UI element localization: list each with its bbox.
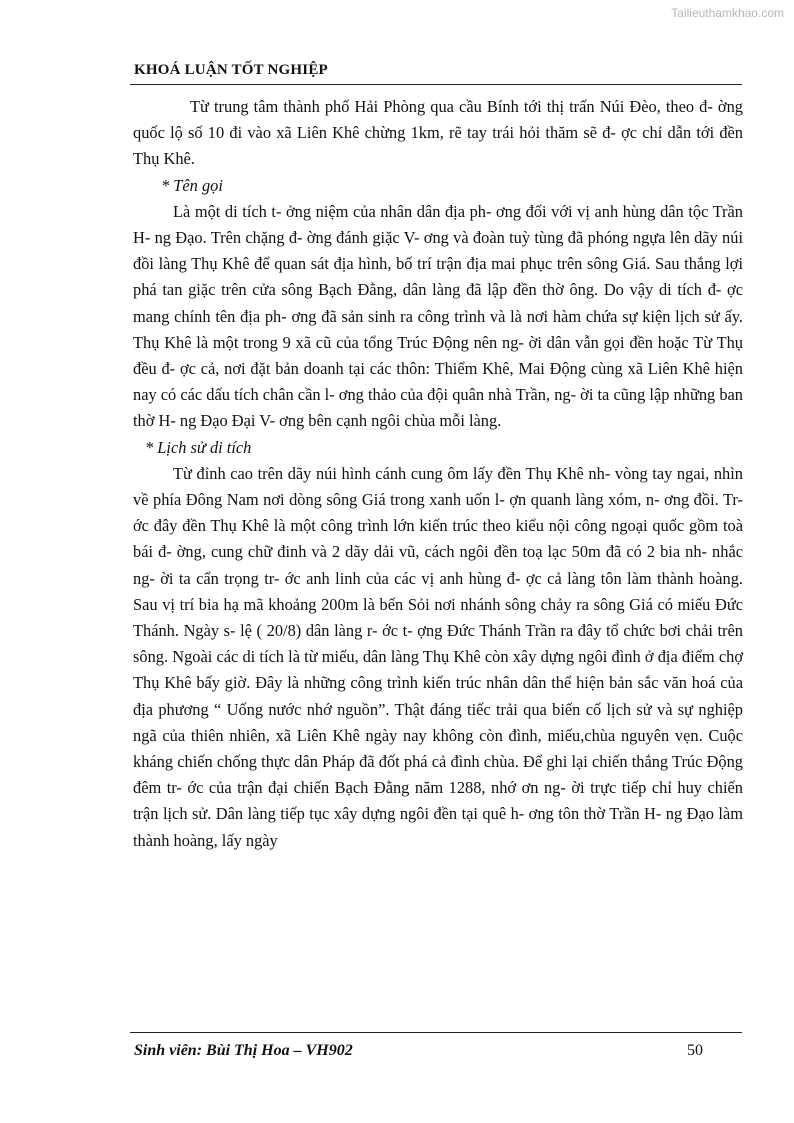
document-body <box>133 94 743 854</box>
section-heading-name: * Tên gọi <box>161 175 223 195</box>
page-header-title: KHOÁ LUẬN TỐT NGHIỆP <box>134 62 328 78</box>
section-heading-history: * Lịch sử di tích <box>145 437 252 457</box>
footer-student: Sinh viên: Bùi Thị Hoa – VH902 <box>134 1042 353 1059</box>
paragraph-history: Từ đỉnh cao trên dãy núi hình cánh cung ôm lấy đền Thụ Khê nh- vòng tay ngai, nhìn về phía Đông Nam nơi dòng sông Giá trong xanh uốn l- ợn quanh làng xóm, n- ơng đồi. Tr- ớc đây đền Thụ Khê là một công trình lớn kiến trúc theo kiểu nội công ngoại quốc gồm toà bái đ- ờng, cung chữ đinh và 2 dãy dải vũ, cách ngôi đền toạ lạc 50m đã có 2 bia nh- nhắc ng- ời ta cẩn trọng tr- ớc anh linh của các vị anh hùng đ- ợc cả làng tôn làm thành hoàng. Sau vị trí bia hạ mã khoảng 200m là bến Sỏi nơi nhánh sông chảy ra sông Giá có miếu Đức Thánh. Ngày s- lệ ( 20/8) dân làng r- ớc t- ợng Đức Thánh Trần ra đây tổ chức bơi chải trên sông. Ngoài các di tích là từ miếu, dân làng Thụ Khê còn xây dựng ngôi đình ở địa điểm chợ Thụ Khê bấy giờ. Đây là những công trình kiến trúc nhân dân thể hiện bản sắc văn hoá của địa phương “ Uống nước nhớ nguồn”. Thật đáng tiếc trải qua biến cố lịch sử và sự nghiệp ngã của thiên nhiên, xã Liên Khê ngày nay không còn đình, miếu,chùa nguyên vẹn. Cuộc kháng chiến chống thực dân Pháp đã đốt phá cả đình chùa. Để ghi lại chiến thắng Trúc Động đêm tr- ớc của trận đại chiến Bạch Đằng năm 1288, nhớ ơn ng- ời trực tiếp chỉ huy chiến trận lịch sử. Dân làng tiếp tục xây dựng ngôi đền tại quê h- ơng tôn thờ Trần H- ng Đạo làm thành hoàng, lấy ngày <box>133 463 743 850</box>
paragraph-name: Là một di tích t- ởng niệm của nhân dân địa ph- ơng đối với vị anh hùng dân tộc Trần H- ng Đạo. Trên chặng đ- ờng đánh giặc V- ơng và đoàn tuỳ tùng đã phóng ngựa lên dãy núi đồi làng Thụ Khê để quan sát địa hình, bố trí trận địa mai phục trên sông Giá. Sau thắng lợi phá tan giặc trên cửa sông Bạch Đằng, dân làng đã lập đền thờ ông. Do vậy di tích đ- ợc mang chính tên địa ph- ơng đã sản sinh ra công trình và là nơi hàm chứa sự kiện lịch sử ấy. Thụ Khê là một trong 9 xã cũ của tổng Trúc Động nên ng- ời dân vẫn gọi đền hoặc Từ Thụ đều đ- ợc cả, nơi đặt bản doanh tại các thôn: Thiểm Khê, Mai Động cùng xã Liên Khê hiện nay có các dấu tích chân cần l- ơng thảo của đội quân nhà Trần, ng- ời ta cũng lập những ban thờ H- ng Đạo Đại V- ơng bên cạnh ngôi chùa mỗi làng. <box>133 201 743 431</box>
page-number: 50 <box>687 1042 703 1059</box>
watermark: Tailieuthamkhao.com <box>671 6 784 20</box>
footer-divider <box>130 1032 742 1033</box>
paragraph-directions: Từ trung tâm thành phố Hải Phòng qua cầu Bính tới thị trấn Núi Đèo, theo đ- ờng quốc lộ số 10 đi vào xã Liên Khê chừng 1km, rẽ tay trái hỏi thăm sẽ đ- ợc chỉ dẫn tới đền Thụ Khê. <box>133 97 743 169</box>
header-divider <box>130 84 742 85</box>
